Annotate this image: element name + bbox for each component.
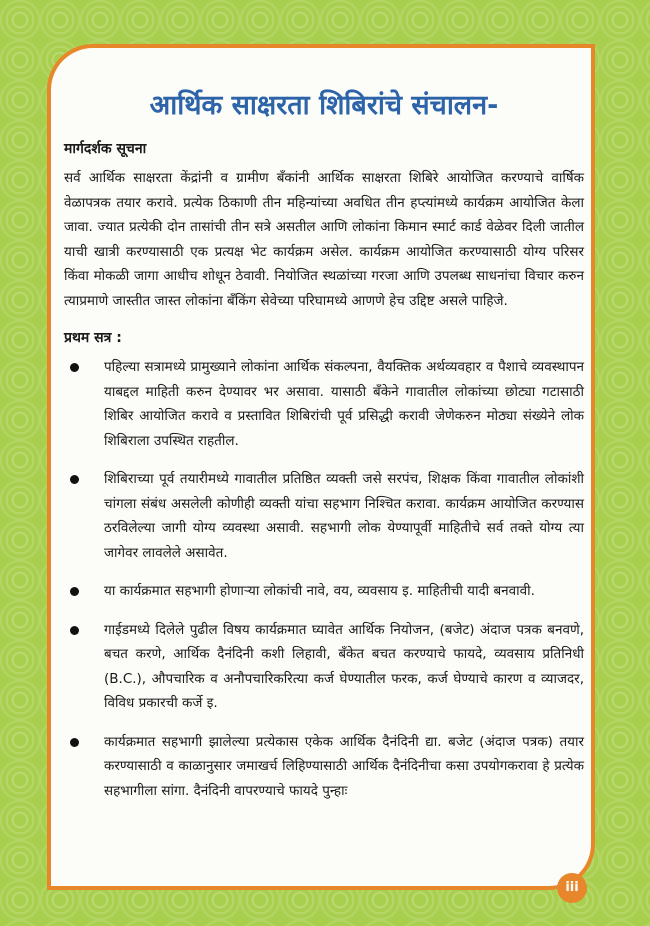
first-session-list bbox=[64, 355, 584, 803]
list-item-text: गाईडमध्ये दिलेले पुढील विषय कार्यक्रमात घ्यावेत आर्थिक नियोजन, (बजेट) अंदाज पत्रक बनवणे, बचत करणे, आर्थिक दैनंदिनी कशी लिहावी, बँकेत बचत करण्याचे फायदे, व्यवसाय प्रतिनिधी (B.C.), औपचारिक व अनौपचारिकरित्या कर्ज घेण्यातील फरक, कर्ज घेण्याचे कारण व व्याजदर, विविध प्रकारची कर्जे इ. bbox=[104, 621, 584, 711]
guidelines-heading: मार्गदर्शक सूचना bbox=[64, 141, 147, 157]
list-item bbox=[64, 730, 584, 804]
list-item-text: या कार्यक्रमात सहभागी होणाऱ्या लोकांची नावे, वय, व्यवसाय इ. माहितीची यादी बनवावी. bbox=[104, 583, 535, 599]
bullet-icon bbox=[70, 363, 79, 372]
list-item bbox=[64, 355, 584, 453]
bullet-icon bbox=[70, 626, 79, 635]
list-item-text: शिबिराच्या पूर्व तयारीमध्ये गावातील प्रतिष्ठित व्यक्ती जसे सरपंच, शिक्षक किंवा गावातील लोकांशी चांगला संबंध असलेली कोणीही व्यक्ती यांचा सहभाग निश्चित करावा. कार्यक्रम आयोजित करण्यास ठरविलेल्या जागी योग्य व्यवस्था असावी. सहभागी लोक येण्यापूर्वी माहितीचे सर्व तक्ते योग्य त्या जागेवर लावलेले असावेत. bbox=[104, 471, 584, 561]
bullet-icon bbox=[70, 738, 79, 747]
guidelines-paragraph: सर्व आर्थिक साक्षरता केंद्रांनी व ग्रामीण बँकांनी आर्थिक साक्षरता शिबिरे आयोजित करण्याचे वार्षिक वेळापत्रक तयार करावे. प्रत्येक ठिकाणी तीन महिन्यांच्या अवधित तीन हप्त्यांमध्ये कार्यक्रम आयोजित केला जावा. ज्यात प्रत्येकी दोन तासांची तीन सत्रे असतील आणि लोकांना किमान स्मार्ट कार्ड वेळेवर दिली जातील याची खात्री करण्यासाठी एक प्रत्यक्ष भेट कार्यक्रम असेल. कार्यक्रम आयोजित करण्यासाठी योग्य परिसर किंवा मोकळी जागा आधीच शोधून ठेवावी. नियोजित स्थळांच्या गरजा आणि उपलब्ध साधनांचा विचार करुन त्याप्रमाणे जास्तीत जास्त लोकांना बँकिंग सेवेच्या परिघामध्ये आणणे हेच उद्दिष्ट असले पाहिजे. bbox=[64, 170, 584, 309]
list-item bbox=[64, 467, 584, 565]
page-title: आर्थिक साक्षरता शिबिरांचे संचालन- bbox=[149, 90, 499, 121]
page-content bbox=[64, 78, 584, 817]
list-item bbox=[64, 579, 584, 604]
first-session-heading: प्रथम सत्र : bbox=[64, 330, 122, 346]
list-item bbox=[64, 618, 584, 716]
page-number: iii bbox=[557, 873, 587, 903]
bullet-icon bbox=[70, 475, 79, 484]
bullet-icon bbox=[70, 587, 79, 596]
list-item-text: पहिल्या सत्रामध्ये प्रामुख्याने लोकांना आर्थिक संकल्पना, वैयक्तिक अर्थव्यवहार व पैशाचे व्यवस्थापन याबद्दल माहिती करुन देण्यावर भर असावा. यासाठी बँकेने गावातील लोकांच्या छोट्या गटासाठी शिबिर आयोजित करावे व प्रस्तावित शिबिरांची पूर्व प्रसिद्धी करावी जेणेकरुन मोठ्या संख्येने लोक शिबिराला उपस्थित राहतील. bbox=[104, 359, 584, 449]
list-item-text: कार्यक्रमात सहभागी झालेल्या प्रत्येकास एकेक आर्थिक दैनंदिनी द्या. बजेट (अंदाज पत्रक) तयार करण्यासाठी व काळानुसार जमाखर्च लिहिण्यासाठी आर्थिक दैनंदिनीचा कसा उपयोगकरावा हे प्रत्येक सहभागीला सांगा. दैनंदिनी वापरण्याचे फायदे पुन्हाः bbox=[104, 733, 584, 799]
